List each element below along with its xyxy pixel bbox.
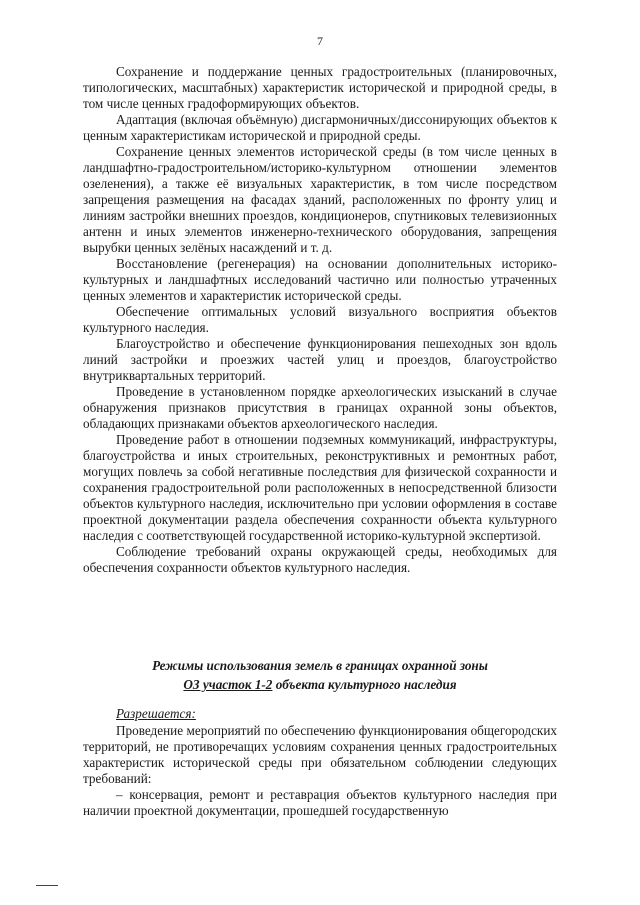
paragraph-environment: Соблюдение требований охраны окружающей среды, необходимых для обеспечения сохранности объектов культурного наследия.	[83, 544, 557, 575]
allowed-section	[83, 706, 557, 819]
paragraph-regeneration: Восстановление (регенерация) на основании дополнительных историко-культурных и ландшафтных исследований частично или полностью утраченных ценных элементов и характеристик исторической среды.	[83, 256, 557, 303]
section-heading	[83, 656, 557, 694]
paragraph-preservation: Сохранение и поддержание ценных градостроительных (планировочных, типологических, масштабных) характеристик исторической и природной среды, в том числе ценных градоформирующих объектов.	[83, 64, 557, 111]
section-title-line2	[83, 675, 557, 694]
document-body	[83, 64, 557, 576]
footer-mark	[36, 885, 58, 886]
section-title-line1: Режимы использования земель в границах охранной зоны	[152, 658, 488, 673]
zone-code: ОЗ участок 1-2	[183, 677, 273, 692]
allowed-paragraph-conservation: – консервация, ремонт и реставрация объектов культурного наследия при наличии проектной документации, прошедшей государственную	[83, 787, 557, 818]
section-title-rest: объекта культурного наследия	[272, 677, 457, 692]
allowed-label: Разрешается:	[116, 706, 196, 721]
allowed-paragraph-measures: Проведение мероприятий по обеспечению функционирования общегородских территорий, не противоречащих условиям сохранения ценных градостроительных характеристик исторической среды при обязательном соблюдении следующих требований:	[83, 723, 557, 786]
paragraph-visual-perception: Обеспечение оптимальных условий визуального восприятия объектов культурного наследия.	[83, 304, 557, 335]
paragraph-underground-works: Проведение работ в отношении подземных коммуникаций, инфраструктуры, благоустройства и иных строительных, реконструктивных и ремонтных работ, могущих повлечь за собой негативные последствия для физической сохранности и сохранения градостроительной роли расположенных в непосредственной близости объектов культурного наследия, исключительно при условии оформления в составе проектной документации раздела обеспечения сохранности объекта культурного наследия с соответствующей государственной историко-культурной экспертизой.	[83, 432, 557, 543]
paragraph-landscaping: Благоустройство и обеспечение функционирования пешеходных зон вдоль линий застройки и проезжих частей улиц и проездов, благоустройство внутриквартальных территорий.	[83, 336, 557, 383]
page-number: 7	[317, 34, 323, 48]
paragraph-archaeology: Проведение в установленном порядке археологических изысканий в случае обнаружения признаков присутствия в границах охранной зоны объектов, обладающих признаками объектов археологического наследия.	[83, 384, 557, 431]
paragraph-historic-elements: Сохранение ценных элементов исторической среды (в том числе ценных в ландшафтно-градостроительном/историко-культурном отношении элементов озеленения), а также её визуальных характеристик, в том числе посредством запрещения размещения на фасадах зданий, расположенных по фронту улиц и линиям застройки внешних проездов, кондиционеров, спутниковых телевизионных антенн и иных элементов инженерно-технического оборудования, запрещения вырубки ценных зелёных насаждений и т. д.	[83, 144, 557, 255]
paragraph-adaptation: Адаптация (включая объёмную) дисгармоничных/диссонирующих объектов к ценным характеристикам исторической и природной среды.	[83, 112, 557, 143]
